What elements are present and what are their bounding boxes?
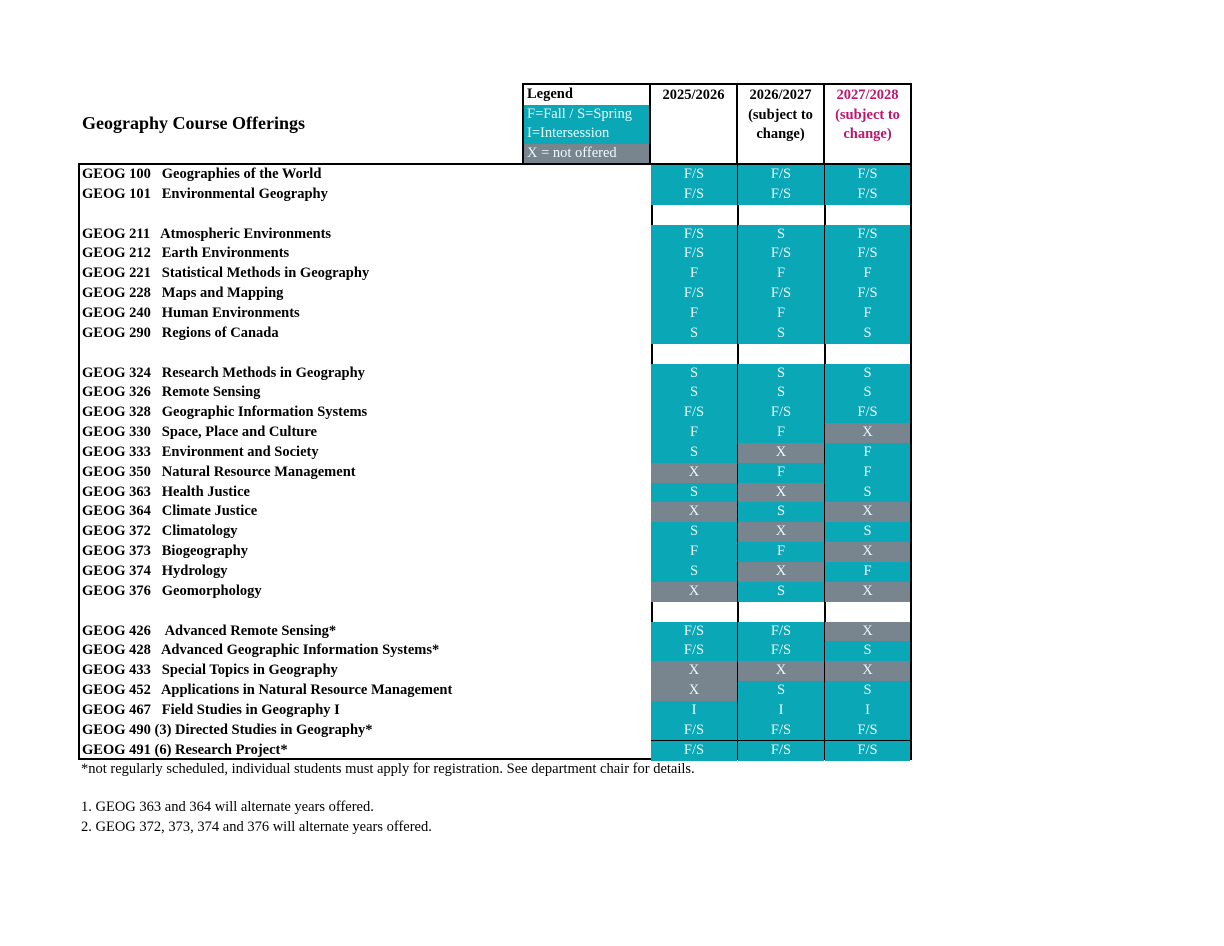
table-row (80, 423, 910, 443)
offering-cell: F/S (651, 185, 737, 205)
table-row (80, 383, 910, 403)
spacer-cell (825, 344, 910, 364)
offering-cell: S (651, 443, 737, 463)
offering-cell: S (825, 641, 910, 661)
table-row (80, 562, 910, 582)
offering-cell: S (825, 483, 910, 503)
offering-cell: F/S (825, 741, 910, 761)
offering-cell: F (738, 304, 824, 324)
offering-cell: S (825, 681, 910, 701)
table-row (80, 264, 910, 284)
year-note-line1: (subject to (835, 106, 900, 123)
offering-cell: X (825, 661, 910, 681)
table-row (80, 542, 910, 562)
offering-cell: F/S (738, 244, 824, 264)
table-row (80, 463, 910, 483)
offering-cell: F/S (651, 284, 737, 304)
spacer-cell (651, 602, 737, 622)
table-row (80, 681, 910, 701)
spacer-cell (825, 602, 910, 622)
offering-cell: F/S (651, 641, 737, 661)
course-name: GEOG 211 Atmospheric Environments (82, 225, 332, 242)
offering-cell: X (738, 483, 824, 503)
offering-cell: F/S (738, 741, 824, 761)
table-row (80, 502, 910, 522)
spacer-cell (651, 205, 737, 225)
offering-cell: F/S (825, 721, 910, 741)
footnote-1: 1. GEOG 363 and 364 will alternate years offered. (81, 799, 374, 815)
offering-cell: F/S (825, 225, 910, 245)
course-name: GEOG 324 Research Methods in Geography (82, 364, 365, 381)
offering-cell: F (825, 304, 910, 324)
offering-cell: F (738, 264, 824, 284)
course-table (78, 163, 912, 760)
offering-cell: I (651, 701, 737, 721)
offering-cell: S (825, 383, 910, 403)
course-name: GEOG 428 Advanced Geographic Information Systems* (82, 642, 440, 659)
spacer-cell (825, 205, 910, 225)
course-name: GEOG 240 Human Environments (82, 304, 300, 321)
offering-cell: S (825, 364, 910, 384)
table-row (80, 244, 910, 264)
offering-cell: S (738, 364, 824, 384)
offering-cell: F/S (651, 244, 737, 264)
year-header-2027 (823, 83, 912, 163)
course-name: GEOG 290 Regions of Canada (82, 324, 279, 341)
offering-cell: X (651, 502, 737, 522)
course-name: GEOG 490 (3) Directed Studies in Geography* (82, 721, 373, 738)
course-name: GEOG 100 Geographies of the World (82, 166, 322, 182)
offering-cell: F/S (651, 622, 737, 642)
course-name: GEOG 491 (6) Research Project* (82, 741, 288, 758)
offering-cell: X (825, 423, 910, 443)
offering-cell: F (825, 443, 910, 463)
offering-cell: X (738, 661, 824, 681)
table-row (80, 483, 910, 503)
page-title: Geography Course Offerings (82, 113, 305, 133)
course-name: GEOG 350 Natural Resource Management (82, 463, 356, 480)
offering-cell: F/S (825, 244, 910, 264)
offering-cell: X (651, 661, 737, 681)
legend-item-intersession: I=Intersession (524, 124, 649, 144)
offering-cell: F/S (825, 403, 910, 423)
offering-cell: X (738, 522, 824, 542)
offering-cell: S (651, 364, 737, 384)
offering-cell: X (825, 542, 910, 562)
spacer-cell (651, 344, 737, 364)
course-name: GEOG 467 Field Studies in Geography I (82, 701, 340, 718)
last-row-divider (651, 740, 910, 742)
course-name: GEOG 101 Environmental Geography (82, 185, 328, 202)
offering-cell: F (738, 542, 824, 562)
offering-cell: S (651, 522, 737, 542)
legend-title: Legend (524, 85, 649, 105)
table-row (80, 522, 910, 542)
course-name: GEOG 363 Health Justice (82, 483, 250, 500)
offering-cell: F/S (738, 284, 824, 304)
offering-cell: F/S (738, 403, 824, 423)
year-label: 2026/2027 (749, 87, 812, 103)
offering-cell: F/S (825, 185, 910, 205)
offering-cell: X (651, 582, 737, 602)
course-name: GEOG 228 Maps and Mapping (82, 285, 284, 302)
spacer-row (80, 344, 910, 364)
offering-cell: F (825, 463, 910, 483)
offering-cell: F/S (738, 641, 824, 661)
offering-cell: F (825, 562, 910, 582)
table-row (80, 165, 910, 185)
year-note-line2: change) (756, 126, 805, 142)
footnote-asterisk: *not regularly scheduled, individual students must apply for registration. See department chair for details. (81, 761, 695, 777)
offering-cell: S (738, 582, 824, 602)
year-note-line2: change) (843, 126, 892, 142)
offering-cell: F (651, 304, 737, 324)
course-name: GEOG 364 Climate Justice (82, 503, 258, 520)
table-row (80, 741, 910, 761)
course-name: GEOG 372 Climatology (82, 523, 238, 540)
offering-cell: S (651, 483, 737, 503)
offering-cell: F/S (738, 622, 824, 642)
table-row (80, 324, 910, 344)
table-row (80, 661, 910, 681)
offering-cell: F (651, 542, 737, 562)
offering-cell: X (651, 681, 737, 701)
offering-cell: F/S (651, 721, 737, 741)
offering-cell: F/S (738, 721, 824, 741)
offering-cell: S (738, 502, 824, 522)
offering-cell: X (825, 582, 910, 602)
offering-cell: S (825, 324, 910, 344)
table-row (80, 622, 910, 642)
course-name: GEOG 452 Applications in Natural Resource Management (82, 682, 453, 699)
table-row (80, 364, 910, 384)
offering-cell: F/S (651, 403, 737, 423)
offering-cell: F (738, 423, 824, 443)
offering-cell: F (738, 463, 824, 483)
offering-cell: F/S (738, 185, 824, 205)
offering-cell: F (651, 423, 737, 443)
year-label: 2025/2026 (662, 87, 725, 103)
year-header-2025 (649, 83, 738, 163)
offering-cell: F (825, 264, 910, 284)
spacer-cell (738, 205, 824, 225)
offering-cell: S (738, 225, 824, 245)
year-header-2026 (736, 83, 825, 163)
offering-cell: S (651, 562, 737, 582)
offering-cell: F (651, 264, 737, 284)
course-name: GEOG 373 Biogeography (82, 543, 248, 560)
offering-cell: X (738, 443, 824, 463)
course-name: GEOG 328 Geographic Information Systems (82, 404, 368, 421)
spacer-row (80, 602, 910, 622)
course-name: GEOG 330 Space, Place and Culture (82, 424, 317, 441)
course-name: GEOG 326 Remote Sensing (82, 384, 261, 401)
offering-cell: X (825, 502, 910, 522)
spacer-cell (738, 602, 824, 622)
table-row (80, 403, 910, 423)
legend-item-fall-spring: F=Fall / S=Spring (524, 105, 649, 125)
offering-cell: S (738, 324, 824, 344)
course-name: GEOG 333 Environment and Society (82, 443, 319, 460)
course-name: GEOG 376 Geomorphology (82, 582, 262, 599)
table-row (80, 443, 910, 463)
table-row (80, 284, 910, 304)
table-row (80, 185, 910, 205)
course-name: GEOG 374 Hydrology (82, 563, 228, 579)
offering-cell: X (651, 463, 737, 483)
offering-cell: F/S (738, 165, 824, 185)
offering-cell: F/S (825, 165, 910, 185)
table-row (80, 721, 910, 741)
offering-cell: F/S (825, 284, 910, 304)
offering-cell: S (738, 681, 824, 701)
table-row (80, 304, 910, 324)
legend-item-not-offered: X = not offered (524, 144, 649, 164)
offering-cell: S (651, 324, 737, 344)
footnote-2: 2. GEOG 372, 373, 374 and 376 will alternate years offered. (81, 819, 432, 835)
table-row (80, 225, 910, 245)
offering-cell: F/S (651, 225, 737, 245)
offering-cell: X (825, 622, 910, 642)
offering-cell: S (651, 383, 737, 403)
offering-cell: S (738, 383, 824, 403)
table-row (80, 701, 910, 721)
offering-cell: F/S (651, 165, 737, 185)
year-note-line1: (subject to (748, 106, 813, 123)
course-name: GEOG 212 Earth Environments (82, 245, 290, 262)
year-label: 2027/2028 (836, 87, 899, 103)
table-row (80, 641, 910, 661)
offering-cell: I (738, 701, 824, 721)
course-name: GEOG 433 Special Topics in Geography (82, 662, 338, 679)
course-name: GEOG 221 Statistical Methods in Geography (82, 265, 370, 282)
course-name: GEOG 426 Advanced Remote Sensing* (82, 622, 337, 639)
spacer-cell (738, 344, 824, 364)
spacer-row (80, 205, 910, 225)
offering-cell: S (825, 522, 910, 542)
offering-cell: I (825, 701, 910, 721)
legend (522, 83, 651, 165)
offering-cell: F/S (651, 741, 737, 761)
offering-cell: X (738, 562, 824, 582)
table-row (80, 582, 910, 602)
